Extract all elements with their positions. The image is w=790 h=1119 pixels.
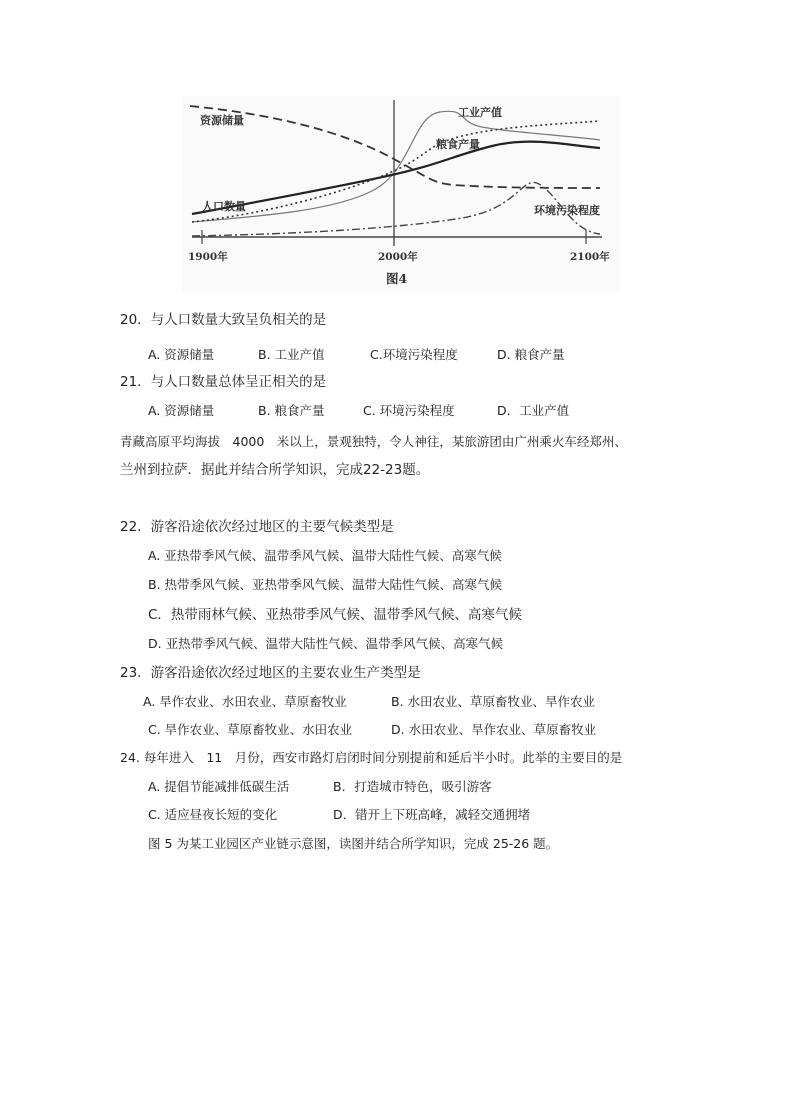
q23-option-b[interactable]: B. 水田农业、草原畜牧业、旱作农业 <box>391 694 596 709</box>
q22-option-a[interactable]: A. 亚热带季风气候、温带季风气候、温带大陆性气候、高寒气候 <box>148 548 502 563</box>
q23-stem: 23．游客沿途依次经过地区的主要农业生产类型是 <box>120 665 421 681</box>
q20-option-c[interactable]: C.环境污染程度 <box>370 347 458 362</box>
q24-stem: 24. 每年进入 11 月份，西安市路灯启闭时间分别提前和延后半小时。此举的主要目的是 <box>120 750 623 765</box>
intro-25-26: 图 5 为某工业园区产业链示意图，读图并结合所学知识，完成 25-26 题。 <box>148 836 559 851</box>
line-chart <box>182 96 620 292</box>
q24-option-b[interactable]: B．打造城市特色，吸引游客 <box>333 779 492 794</box>
q21-option-c[interactable]: C. 环境污染程度 <box>363 403 455 418</box>
label-pollution: 环境污染程度 <box>534 204 600 217</box>
label-grain: 粮食产量 <box>436 138 480 151</box>
q22-option-d[interactable]: D. 亚热带季风气候、温带大陆性气候、温带季风气候、高寒气候 <box>148 636 504 651</box>
label-industry: 工业产值 <box>458 106 502 119</box>
q21-option-d[interactable]: D．工业产值 <box>497 403 570 418</box>
q24-options-row-2 <box>148 806 530 824</box>
passage-line-1: 青藏高原平均海拔 4000 米以上，景观独特，令人神往，某旅游团由广州乘火车经郑州、 <box>120 434 627 449</box>
q21-stem: 21．与人口数量总体呈正相关的是 <box>120 374 327 390</box>
tick-2000: 2000年 <box>378 251 418 263</box>
q20-option-a[interactable]: A. 资源储量 <box>148 347 215 362</box>
q20-stem: 20．与人口数量大致呈负相关的是 <box>120 312 327 328</box>
label-population: 人口数量 <box>202 200 246 213</box>
q24-option-c[interactable]: C. 适应昼夜长短的变化 <box>148 807 278 822</box>
q23-option-a[interactable]: A. 旱作农业、水田农业、草原畜牧业 <box>143 694 347 709</box>
q21-options <box>148 402 569 420</box>
q20-option-d[interactable]: D. 粮食产量 <box>497 347 565 362</box>
q23-option-d[interactable]: D. 水田农业、旱作农业、草原畜牧业 <box>391 722 597 737</box>
figure-4 <box>182 96 620 292</box>
q23-option-c[interactable]: C. 旱作农业、草原畜牧业、水田农业 <box>148 722 353 737</box>
q23-options-row-2 <box>148 721 596 739</box>
tick-2100: 2100年 <box>570 251 610 263</box>
q22-option-c[interactable]: C．热带雨林气候、亚热带季风气候、温带季风气候、高寒气候 <box>148 607 522 623</box>
q21-option-a[interactable]: A. 资源储量 <box>148 403 215 418</box>
tick-1900: 1900年 <box>188 251 228 263</box>
q24-option-d[interactable]: D．错开上下班高峰，减轻交通拥堵 <box>333 807 531 822</box>
q22-stem: 22．游客沿途依次经过地区的主要气候类型是 <box>120 519 394 535</box>
q21-option-b[interactable]: B. 粮食产量 <box>258 403 325 418</box>
q23-options-row-1 <box>143 693 595 711</box>
label-resources: 资源储量 <box>200 114 244 127</box>
q24-options-row-1 <box>148 778 492 796</box>
q20-options <box>148 346 565 364</box>
passage-line-2: 兰州到拉萨．据此并结合所学知识，完成22-23题。 <box>120 462 430 478</box>
q20-option-b[interactable]: B. 工业产值 <box>258 347 325 362</box>
q24-option-a[interactable]: A. 提倡节能减排低碳生活 <box>148 779 290 794</box>
q22-option-b[interactable]: B. 热带季风气候、亚热带季风气候、温带大陆性气候、高寒气候 <box>148 577 503 592</box>
figure-caption: 图4 <box>386 271 408 286</box>
